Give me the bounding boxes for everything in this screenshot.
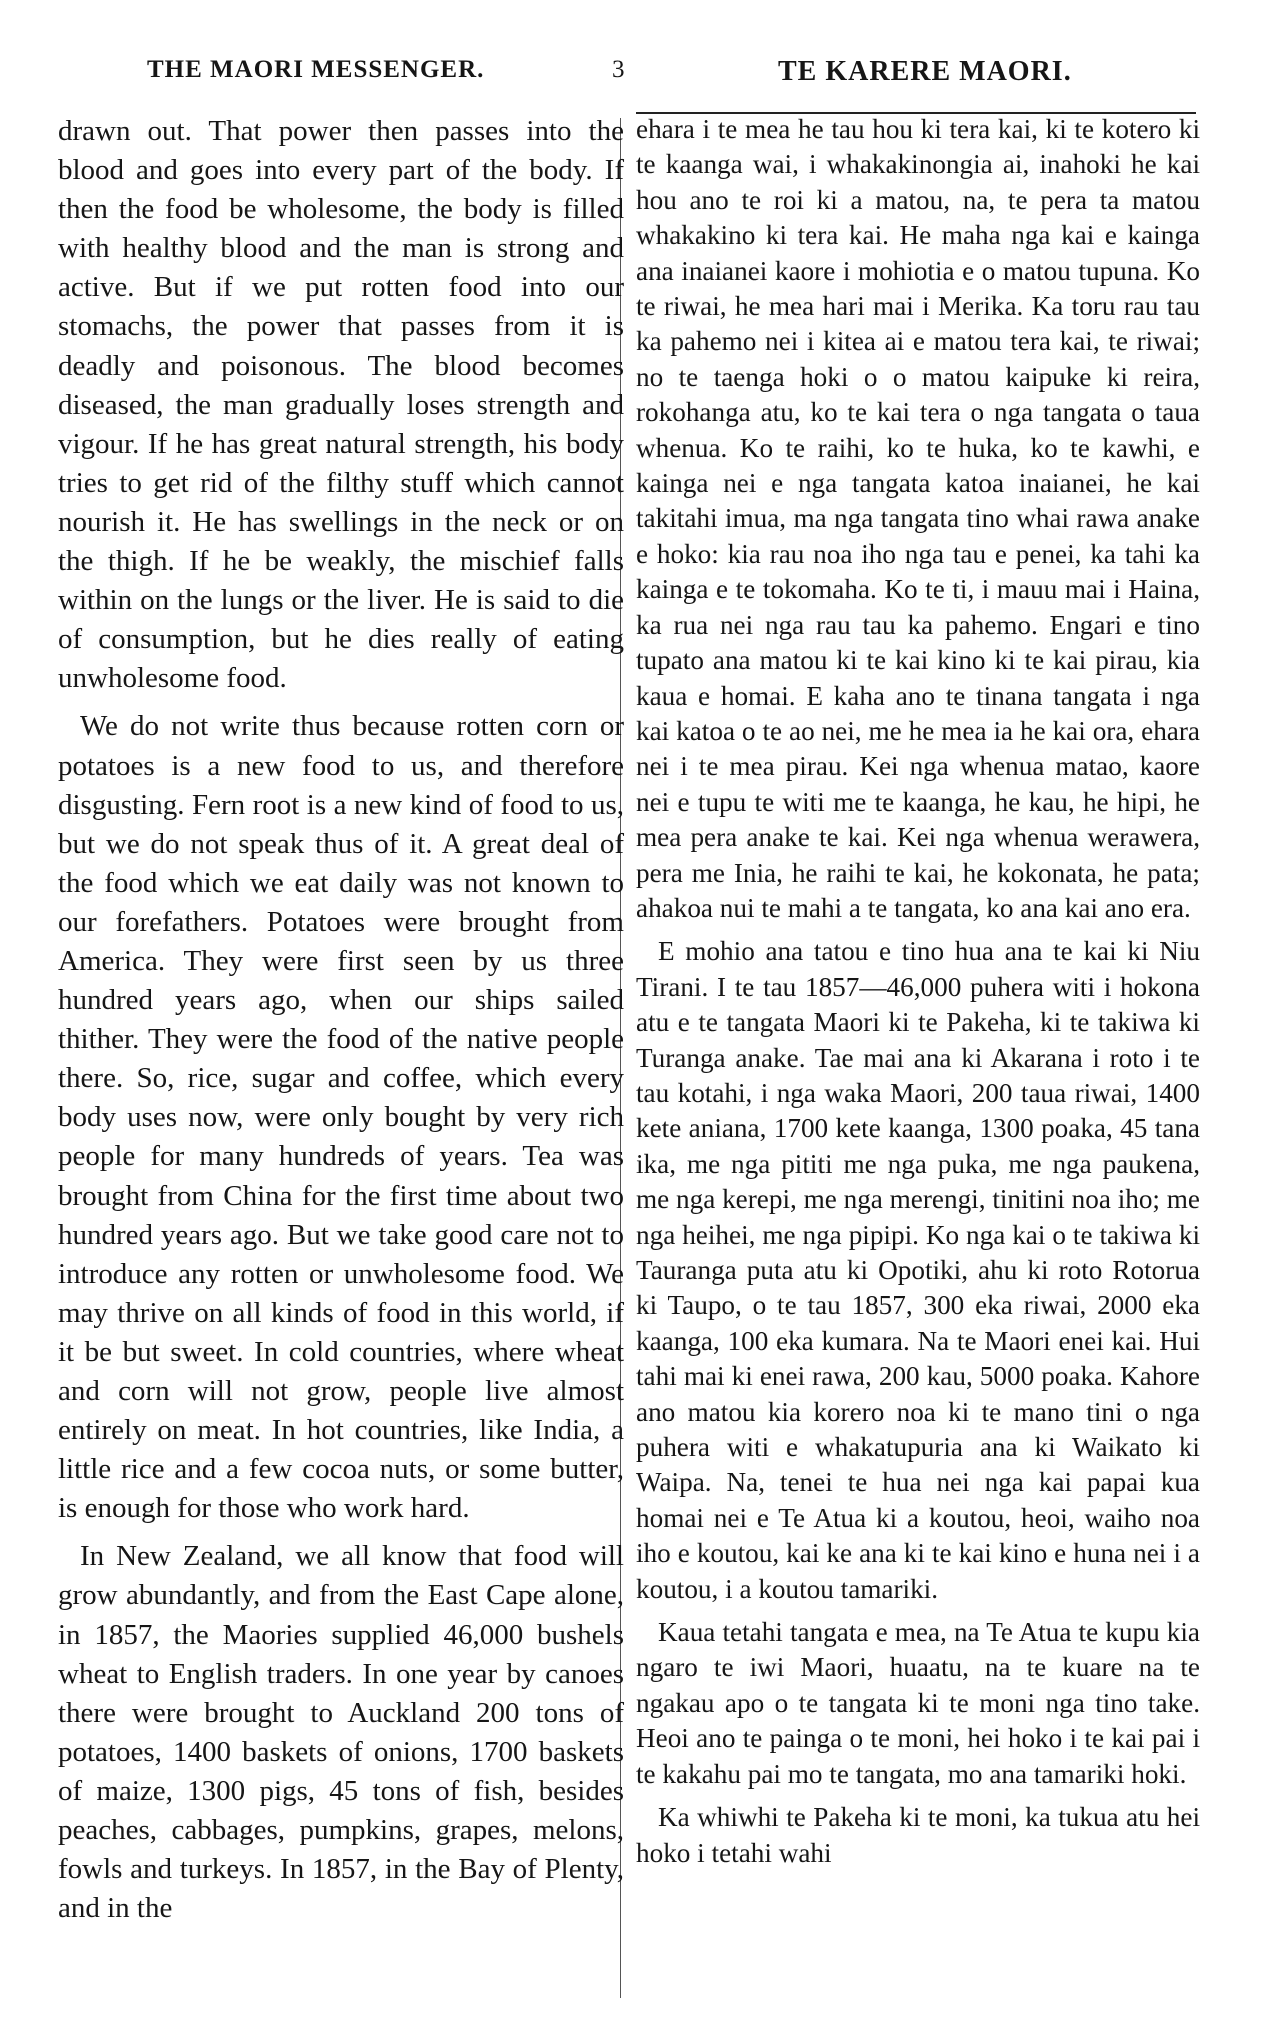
header-title-maori: TE KARERE MAORI. bbox=[778, 56, 1072, 87]
maori-paragraph: Ka whiwhi te Pakeha ki te moni, ka tukua atu hei hoko i tetahi wahi bbox=[636, 1802, 1200, 1868]
english-paragraph: In New Zealand, we all know that food will grow abundantly, and from the East Cape alone, in 1857, the Maories supplied 46,000 bushels wheat to English traders. In one year by canoes there were brought to Auckland 200 tons of potatoes, 1400 baskets of onions, 1700 baskets of maize, 1300 pigs, 45 tons of fish, besides peaches, cabbages, pumpkins, grapes, melons, fowls and turkeys. In 1857, in the Bay of Plenty, and in the bbox=[58, 1540, 624, 1925]
page-number: 3 bbox=[612, 56, 626, 83]
maori-paragraph: ehara i te mea he tau hou ki tera kai, ki te kotero ki te kaanga wai, i whakakinongia ai, inahoki he kai hou ano te roi ki a matou, na, te pera ta matou whakakino ki tera kai. He maha nga kai e kainga ana inaianei kaore i mohiotia e o matou tupuna. Ko te riwai, he mea hari mai i Merika. Ka toru rau tau ka pahemo nei i kitea ai e matou tera kai, te riwai; no te taenga hoki o o matou kaipuke ki reira, rokohanga atu, ko te kai tera o nga tangata o taua whenua. Ko te raihi, ko te huka, ko te kawhi, e kainga nei e nga tangata katoa inaianei, he kai takitahi imua, ma nga tangata tino whai rawa anake e hoko: kia rau noa iho nga tau e penei, ka tahi ka kainga e te tokomaha. Ko te ti, i mauu mai i Haina, ka rua nei nga rau tau ka pahemo. Engari e tino tupato ana matou ki te kai kino ki te kai pirau, kia kaua e homai. E kaha ano te tinana tangata i nga kai katoa o te ao nei, me he mea ia he kai ora, ehara nei i te mea pirau. Kei nga whenua matao, kaore nei e tupu te witi me te kaanga, he kau, he hipi, he mea pera anake te kai. Kei nga whenua werawera, pera me Inia, he raihi te kai, he kokonata, he pata; ahakoa nui te mahi a te tangata, ko ana kai ano era. bbox=[636, 114, 1200, 923]
maori-paragraph: Kaua tetahi tangata e mea, na Te Atua te kupu kia ngaro te iwi Maori, huaatu, na te kuare na te ngakau apo o te tangata ki te moni nga tino take. Heoi ano te painga o te moni, hei hoko i te kai pai i te kakahu pai mo te tangata, mo ana tamariki hoki. bbox=[636, 1617, 1200, 1789]
english-column bbox=[58, 112, 624, 1928]
header-title-english: THE MAORI MESSENGER. bbox=[147, 56, 485, 83]
maori-column bbox=[636, 112, 1200, 1871]
english-paragraph: We do not write thus because rotten corn or potatoes is a new food to us, and therefore disgusting. Fern root is a new kind of food to us, but we do not speak thus of it. A great deal of the food which we eat daily was not known to our forefathers. Potatoes were brought from America. They were first seen by us three hundred years ago, when our ships sailed thither. They were the food of the native people there. So, rice, sugar and coffee, which every body uses now, were only bought by very rich people for many hundreds of years. Tea was brought from China for the first time about two hundred years ago. But we take good care not to introduce any rotten or unwholesome food. We may thrive on all kinds of food in this world, if it be but sweet. In cold countries, where wheat and corn will not grow, people live almost entirely on meat. In hot countries, like India, a little rice and a few cocoa nuts, or some butter, is enough for those who work hard. bbox=[58, 710, 624, 1525]
maori-paragraph: E mohio ana tatou e tino hua ana te kai ki Niu Tirani. I te tau 1857—46,000 puhera witi i hokona atu e te tangata Maori ki te Pakeha, ki te takiwa ki Turanga anake. Tae mai ana ki Akarana i roto i te tau kotahi, i nga waka Maori, 200 taua riwai, 1400 kete aniana, 1700 kete kaanga, 1300 poaka, 45 tana ika, me nga pititi me nga puka, me nga paukena, me nga kerepi, me nga merengi, tinitini noa iho; me nga heihei, me nga pipipi. Ko nga kai o te takiwa ki Tauranga puta atu ki Opotiki, ahu ki roto Rotorua ki Taupo, o te tau 1857, 300 eka riwai, 2000 eka kaanga, 100 eka kumara. Na te Maori enei kai. Hui tahi mai ki enei rawa, 200 kau, 5000 poaka. Kahore ano matou kia korero noa ki te mano tini o nga puhera witi e whakatupuria ana ki Waikato ki Waipa. Na, tenei te hua nei nga kai papai kua homai nei e Te Atua ki a koutou, heoi, waiho noa iho e koutou, kai ke ana ki te kai kino e huna nei i a koutou, i a koutou tamariki. bbox=[636, 936, 1200, 1604]
english-paragraph: drawn out. That power then passes into the blood and goes into every part of the body. If then the food be wholesome, the body is filled with healthy blood and the man is strong and active. But if we put rotten food into our stomachs, the power that passes from it is deadly and poisonous. The blood becomes diseased, the man gradually loses strength and vigour. If he has great natural strength, his body tries to get rid of the filthy stuff which cannot nourish it. He has swellings in the neck or on the thigh. If he be weakly, the mischief falls within on the lungs or the liver. He is said to die of consumption, but he dies really of eating unwholesome food. bbox=[58, 115, 624, 695]
